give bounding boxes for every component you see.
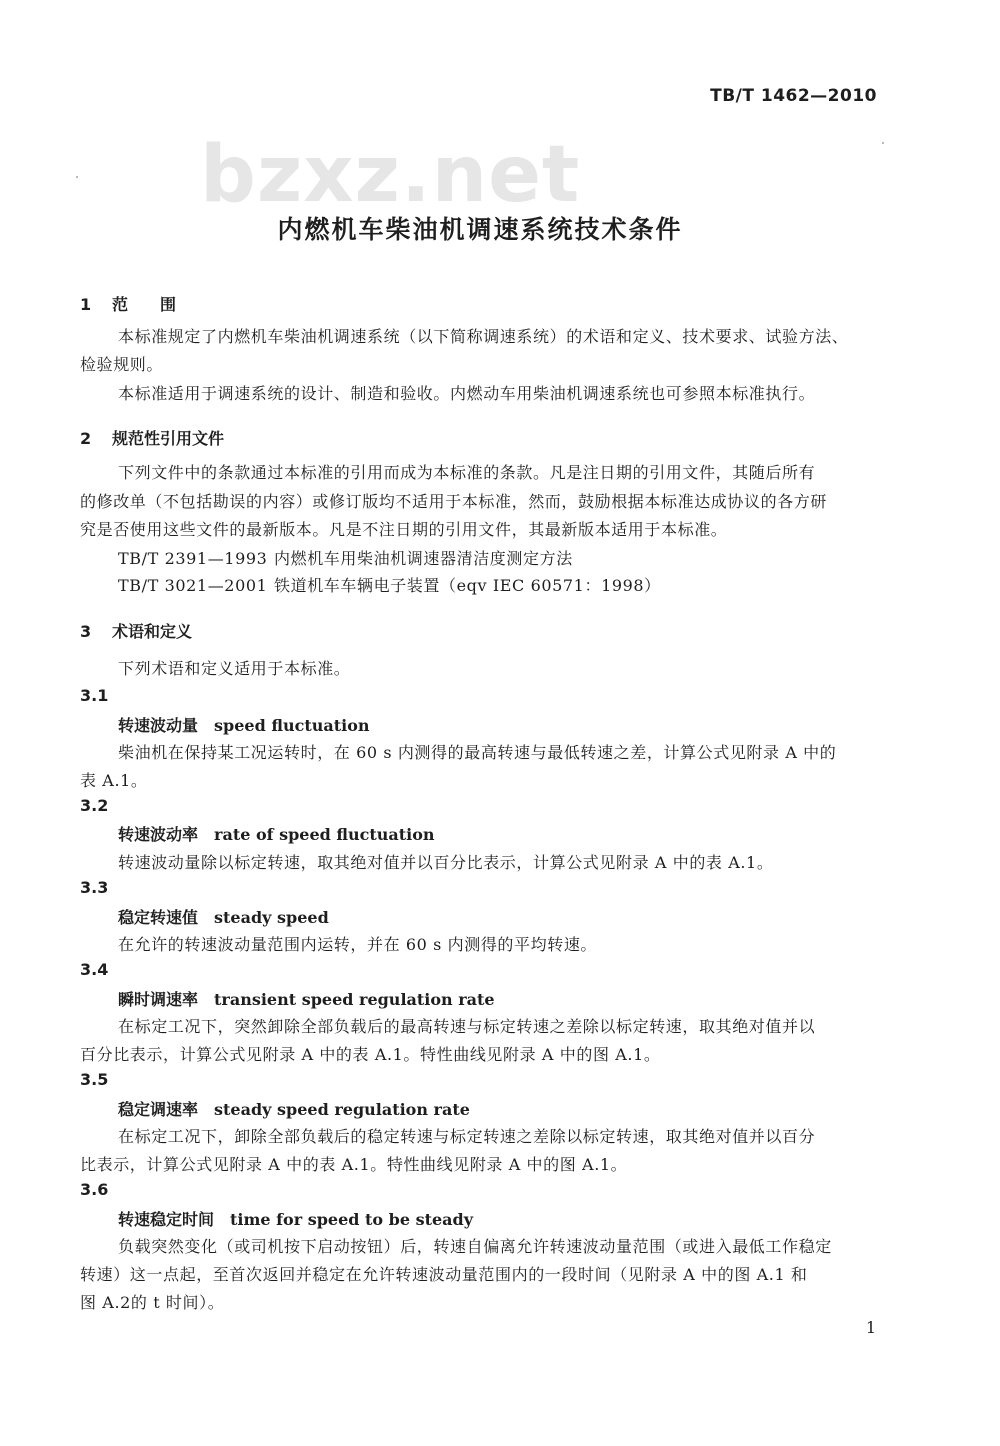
term-en: time for speed to be steady [230,1210,474,1229]
definition-line: 在允许的转速波动量范围内运转，并在 60 s 内测得的平均转速。 [118,935,598,954]
section-number: 2 [80,429,92,448]
clause-number: 3.2 [80,796,109,815]
term-en: transient speed regulation rate [214,990,495,1009]
paragraph-line: 的修改单（不包括勘误的内容）或修订版均不适用于本标准，然而，鼓励根据本标准达成协议的各方研 [80,492,828,511]
definition-line: 转速波动量除以标定转速，取其绝对值并以百分比表示，计算公式见附录 A 中的表 A.1。 [118,853,774,872]
watermark: bzxz.net [200,130,581,220]
term-zh: 瞬时调速率 [118,990,199,1009]
clause-number: 3.6 [80,1180,109,1199]
clause-number: 3.4 [80,960,109,979]
term-en: steady speed regulation rate [214,1100,470,1119]
term-heading [118,1207,473,1230]
definition-line: 转速）这一点起，至首次返回并稳定在允许转速波动量范围内的一段时间（见附录 A 中的图 A.1 和 [80,1265,808,1284]
standard-number: TB/T 1462—2010 [710,86,877,106]
definition-line: 图 A.2的 t 时间）。 [80,1293,225,1312]
scan-speck [882,142,884,144]
term-zh: 转速稳定时间 [118,1210,215,1229]
normative-reference [118,546,573,569]
scan-speck [76,176,78,178]
definition-line: 在标定工况下，突然卸除全部负载后的最高转速与标定转速之差除以标定转速，取其绝对值并以 [118,1017,816,1036]
reference-code: TB/T 3021—2001 [118,576,268,595]
normative-reference [118,573,661,596]
term-zh: 转速波动率 [118,825,199,844]
term-en: speed fluctuation [214,716,370,735]
reference-name: 内燃机车用柴油机调速器清洁度测定方法 [274,549,573,568]
definition-line: 柴油机在保持某工况运转时，在 60 s 内测得的最高转速与最低转速之差，计算公式见附录 A 中的 [118,743,837,762]
reference-name: 铁道机车车辆电子装置（eqv IEC 60571：1998） [274,576,661,595]
document-title: 内燃机车柴油机调速系统技术条件 [277,215,683,244]
paragraph-line: 下列术语和定义适用于本标准。 [118,659,351,678]
definition-line: 百分比表示，计算公式见附录 A 中的表 A.1。特性曲线见附录 A 中的图 A.1。 [80,1045,661,1064]
definition-line: 负载突然变化（或司机按下启动按钮）后，转速自偏离允许转速波动量范围（或进入最低工作稳定 [118,1237,832,1256]
definition-line: 比表示，计算公式见附录 A 中的表 A.1。特性曲线见附录 A 中的图 A.1。 [80,1155,628,1174]
term-heading [118,987,495,1010]
section-number: 1 [80,295,92,314]
paragraph-line: 检验规则。 [80,355,164,374]
paragraph-line: 下列文件中的条款通过本标准的引用而成为本标准的条款。凡是注日期的引用文件，其随后所有 [118,463,816,482]
definition-line: 在标定工况下，卸除全部负载后的稳定转速与标定转速之差除以标定转速，取其绝对值并以百分 [118,1127,816,1146]
page-number: 1 [865,1318,876,1337]
section-title: 术语和定义 [112,622,193,641]
term-zh: 稳定调速率 [118,1100,199,1119]
term-en: steady speed [214,908,329,927]
paragraph-line: 本标准规定了内燃机车柴油机调速系统（以下简称调速系统）的术语和定义、技术要求、试验方法、 [118,327,849,346]
section-heading-1 [80,292,176,315]
section-heading-2 [80,426,224,449]
paragraph-line: 本标准适用于调速系统的设计、制造和验收。内燃动车用柴油机调速系统也可参照本标准执行。 [118,384,816,403]
paragraph-line: 究是否使用这些文件的最新版本。凡是不注日期的引用文件，其最新版本适用于本标准。 [80,520,728,539]
section-title: 规范性引用文件 [112,429,225,448]
term-en: rate of speed fluctuation [214,825,435,844]
clause-number: 3.3 [80,878,109,897]
clause-number: 3.1 [80,686,109,705]
clause-number: 3.5 [80,1070,109,1089]
section-number: 3 [80,622,92,641]
section-heading-3 [80,619,192,642]
section-title: 范 围 [112,295,177,314]
reference-code: TB/T 2391—1993 [118,549,268,568]
term-heading [118,713,370,736]
term-heading [118,905,329,928]
term-zh: 稳定转速值 [118,908,199,927]
term-zh: 转速波动量 [118,716,199,735]
definition-line: 表 A.1。 [80,771,148,790]
term-heading [118,1097,470,1120]
term-heading [118,822,435,845]
